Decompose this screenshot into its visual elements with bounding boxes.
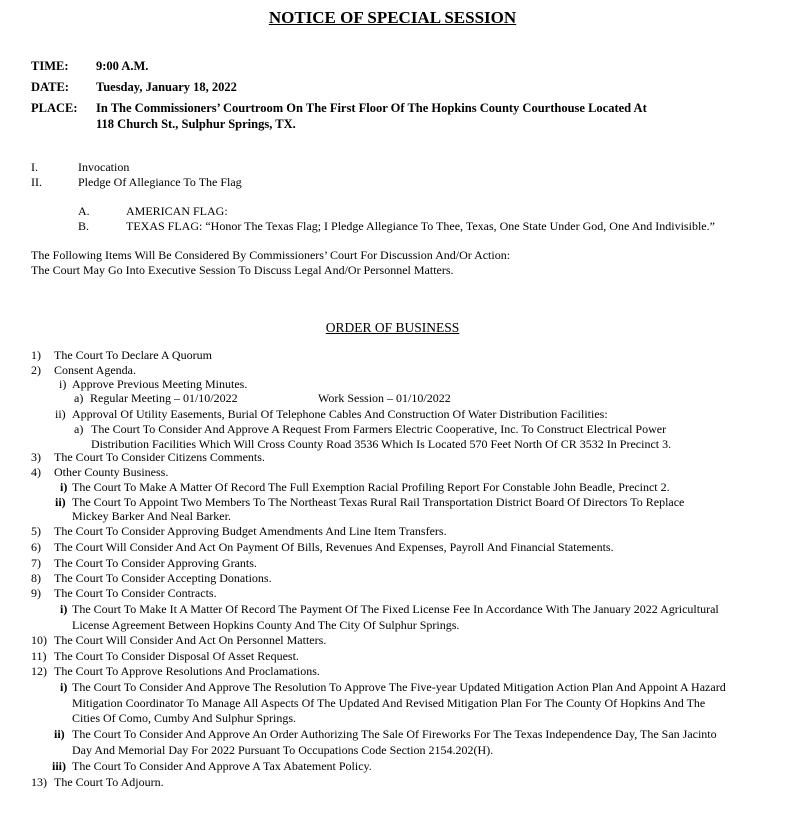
agenda-subtext: Cities Of Como, Cumby And Sulphur Springs. bbox=[72, 711, 297, 725]
agenda-num: 1) bbox=[31, 348, 41, 362]
agenda-subtext: The Court To Appoint Two Members To The Northeast Texas Rural Rail Transportation District Board Of Directors To Replace bbox=[72, 495, 685, 509]
agenda-subsubnum: a) bbox=[74, 422, 84, 436]
agenda-num: 5) bbox=[31, 524, 41, 538]
agenda-text: The Court To Consider Disposal Of Asset Request. bbox=[54, 649, 299, 663]
agenda-subtext: Approval Of Utility Easements, Burial Of Telephone Cables And Construction Of Water Distribution Facilities: bbox=[72, 407, 608, 421]
agenda-num: 6) bbox=[31, 540, 41, 554]
agenda-subtext: The Court To Consider And Approve An Order Authorizing The Sale Of Fireworks For The Texas Independence Day, The San Jacinto bbox=[72, 727, 717, 741]
agenda-num: 10) bbox=[31, 633, 47, 647]
agenda-subnum: ii) bbox=[54, 727, 65, 741]
pledge-text: TEXAS FLAG: “Honor The Texas Flag; I Pledge Allegiance To Thee, Texas, One State Under God, One And Indivisible.” bbox=[126, 219, 715, 233]
agenda-subsubtext: Distribution Facilities Which Will Cross County Road 3536 Which Is Located 570 Feet North Of CR 3532 In Precinct 3. bbox=[91, 437, 672, 451]
agenda-text: The Court To Declare A Quorum bbox=[54, 348, 212, 362]
notice-line: The Following Items Will Be Considered By Commissioners’ Court For Discussion And/Or Action: bbox=[31, 248, 511, 262]
agenda-text: The Court To Consider Approving Budget Amendments And Line Item Transfers. bbox=[54, 524, 447, 538]
agenda-num: 12) bbox=[31, 664, 47, 678]
agenda-num: 3) bbox=[31, 450, 41, 464]
opening-text: Pledge Of Allegiance To The Flag bbox=[78, 175, 242, 189]
agenda-subnum: i) bbox=[59, 377, 67, 391]
agenda-text: The Court Will Consider And Act On Payment Of Bills, Revenues And Expenses, Payroll And Financial Statements. bbox=[54, 540, 614, 554]
agenda-num: 2) bbox=[31, 363, 41, 377]
date-label: DATE: bbox=[31, 80, 69, 94]
opening-text: Invocation bbox=[78, 160, 130, 174]
agenda-text: Other County Business. bbox=[54, 465, 169, 479]
agenda-num: 11) bbox=[31, 649, 47, 663]
pledge-text: AMERICAN FLAG: bbox=[126, 204, 228, 218]
agenda-subtext: License Agreement Between Hopkins County And The City Of Sulphur Springs. bbox=[72, 618, 460, 632]
order-of-business-heading: ORDER OF BUSINESS bbox=[325, 320, 460, 335]
agenda-text: The Court To Adjourn. bbox=[54, 775, 164, 789]
notice-line: The Court May Go Into Executive Session To Discuss Legal And/Or Personnel Matters. bbox=[31, 263, 454, 277]
agenda-text: The Court To Consider Accepting Donations. bbox=[54, 571, 272, 585]
agenda-subtext: The Court To Make A Matter Of Record The Full Exemption Racial Profiling Report For Constable John Beadle, Precinct 2. bbox=[72, 480, 670, 494]
agenda-text: The Court To Approve Resolutions And Proclamations. bbox=[54, 664, 320, 678]
place-line-2: 118 Church St., Sulphur Springs, TX. bbox=[96, 117, 296, 131]
agenda-num: 13) bbox=[31, 775, 47, 789]
agenda-text: The Court To Consider Approving Grants. bbox=[54, 556, 257, 570]
agenda-subnum: iii) bbox=[52, 759, 66, 773]
agenda-subnum: i) bbox=[60, 602, 68, 616]
agenda-subsubtext: The Court To Consider And Approve A Request From Farmers Electric Cooperative, Inc. To Construct Electrical Power bbox=[91, 422, 667, 436]
agenda-num: 4) bbox=[31, 465, 41, 479]
opening-num: II. bbox=[31, 175, 42, 189]
agenda-num: 7) bbox=[31, 556, 41, 570]
place-label: PLACE: bbox=[31, 101, 78, 115]
pledge-letter: B. bbox=[78, 219, 90, 233]
work-session-text: Work Session – 01/10/2022 bbox=[318, 391, 451, 405]
agenda-text: The Court To Consider Contracts. bbox=[54, 586, 217, 600]
agenda-subtext: The Court To Consider And Approve A Tax Abatement Policy. bbox=[72, 759, 372, 773]
date-value: Tuesday, January 18, 2022 bbox=[96, 80, 237, 94]
agenda-subtext: The Court To Make It A Matter Of Record The Payment Of The Fixed License Fee In Accordance With The January 2022 Agricultural bbox=[72, 602, 719, 616]
opening-num: I. bbox=[31, 160, 38, 174]
agenda-subnum: i) bbox=[60, 480, 68, 494]
agenda-subtext: Day And Memorial Day For 2022 Pursuant To Occupations Code Section 2154.202(H). bbox=[72, 743, 494, 757]
agenda-subnum: ii) bbox=[55, 495, 66, 509]
agenda-subtext: Approve Previous Meeting Minutes. bbox=[72, 377, 248, 391]
agenda-subtext: Mitigation Coordinator To Manage All Aspects Of The Updated And Revised Mitigation Plan For The County Of Hopkins And The bbox=[72, 696, 706, 710]
agenda-text: Consent Agenda. bbox=[54, 363, 136, 377]
agenda-subnum: i) bbox=[60, 680, 68, 694]
agenda-text: The Court Will Consider And Act On Personnel Matters. bbox=[54, 633, 327, 647]
agenda-num: 9) bbox=[31, 586, 41, 600]
agenda-subtext: Mickey Barker And Neal Barker. bbox=[72, 509, 231, 523]
agenda-subtext: The Court To Consider And Approve The Resolution To Approve The Five-year Updated Mitigation Action Plan And Appoint A Hazard bbox=[72, 680, 726, 694]
time-label: TIME: bbox=[31, 59, 69, 73]
time-value: 9:00 A.M. bbox=[96, 59, 149, 73]
agenda-subnum: ii) bbox=[55, 407, 66, 421]
agenda-subsubtext: Regular Meeting – 01/10/2022 bbox=[90, 391, 238, 405]
page-title: NOTICE OF SPECIAL SESSION bbox=[268, 8, 517, 27]
agenda-text: The Court To Consider Citizens Comments. bbox=[54, 450, 265, 464]
agenda-num: 8) bbox=[31, 571, 41, 585]
agenda-subsubnum: a) bbox=[74, 391, 84, 405]
place-line-1: In The Commissioners’ Courtroom On The First Floor Of The Hopkins County Courthouse Located At bbox=[96, 101, 647, 115]
pledge-letter: A. bbox=[78, 204, 90, 218]
